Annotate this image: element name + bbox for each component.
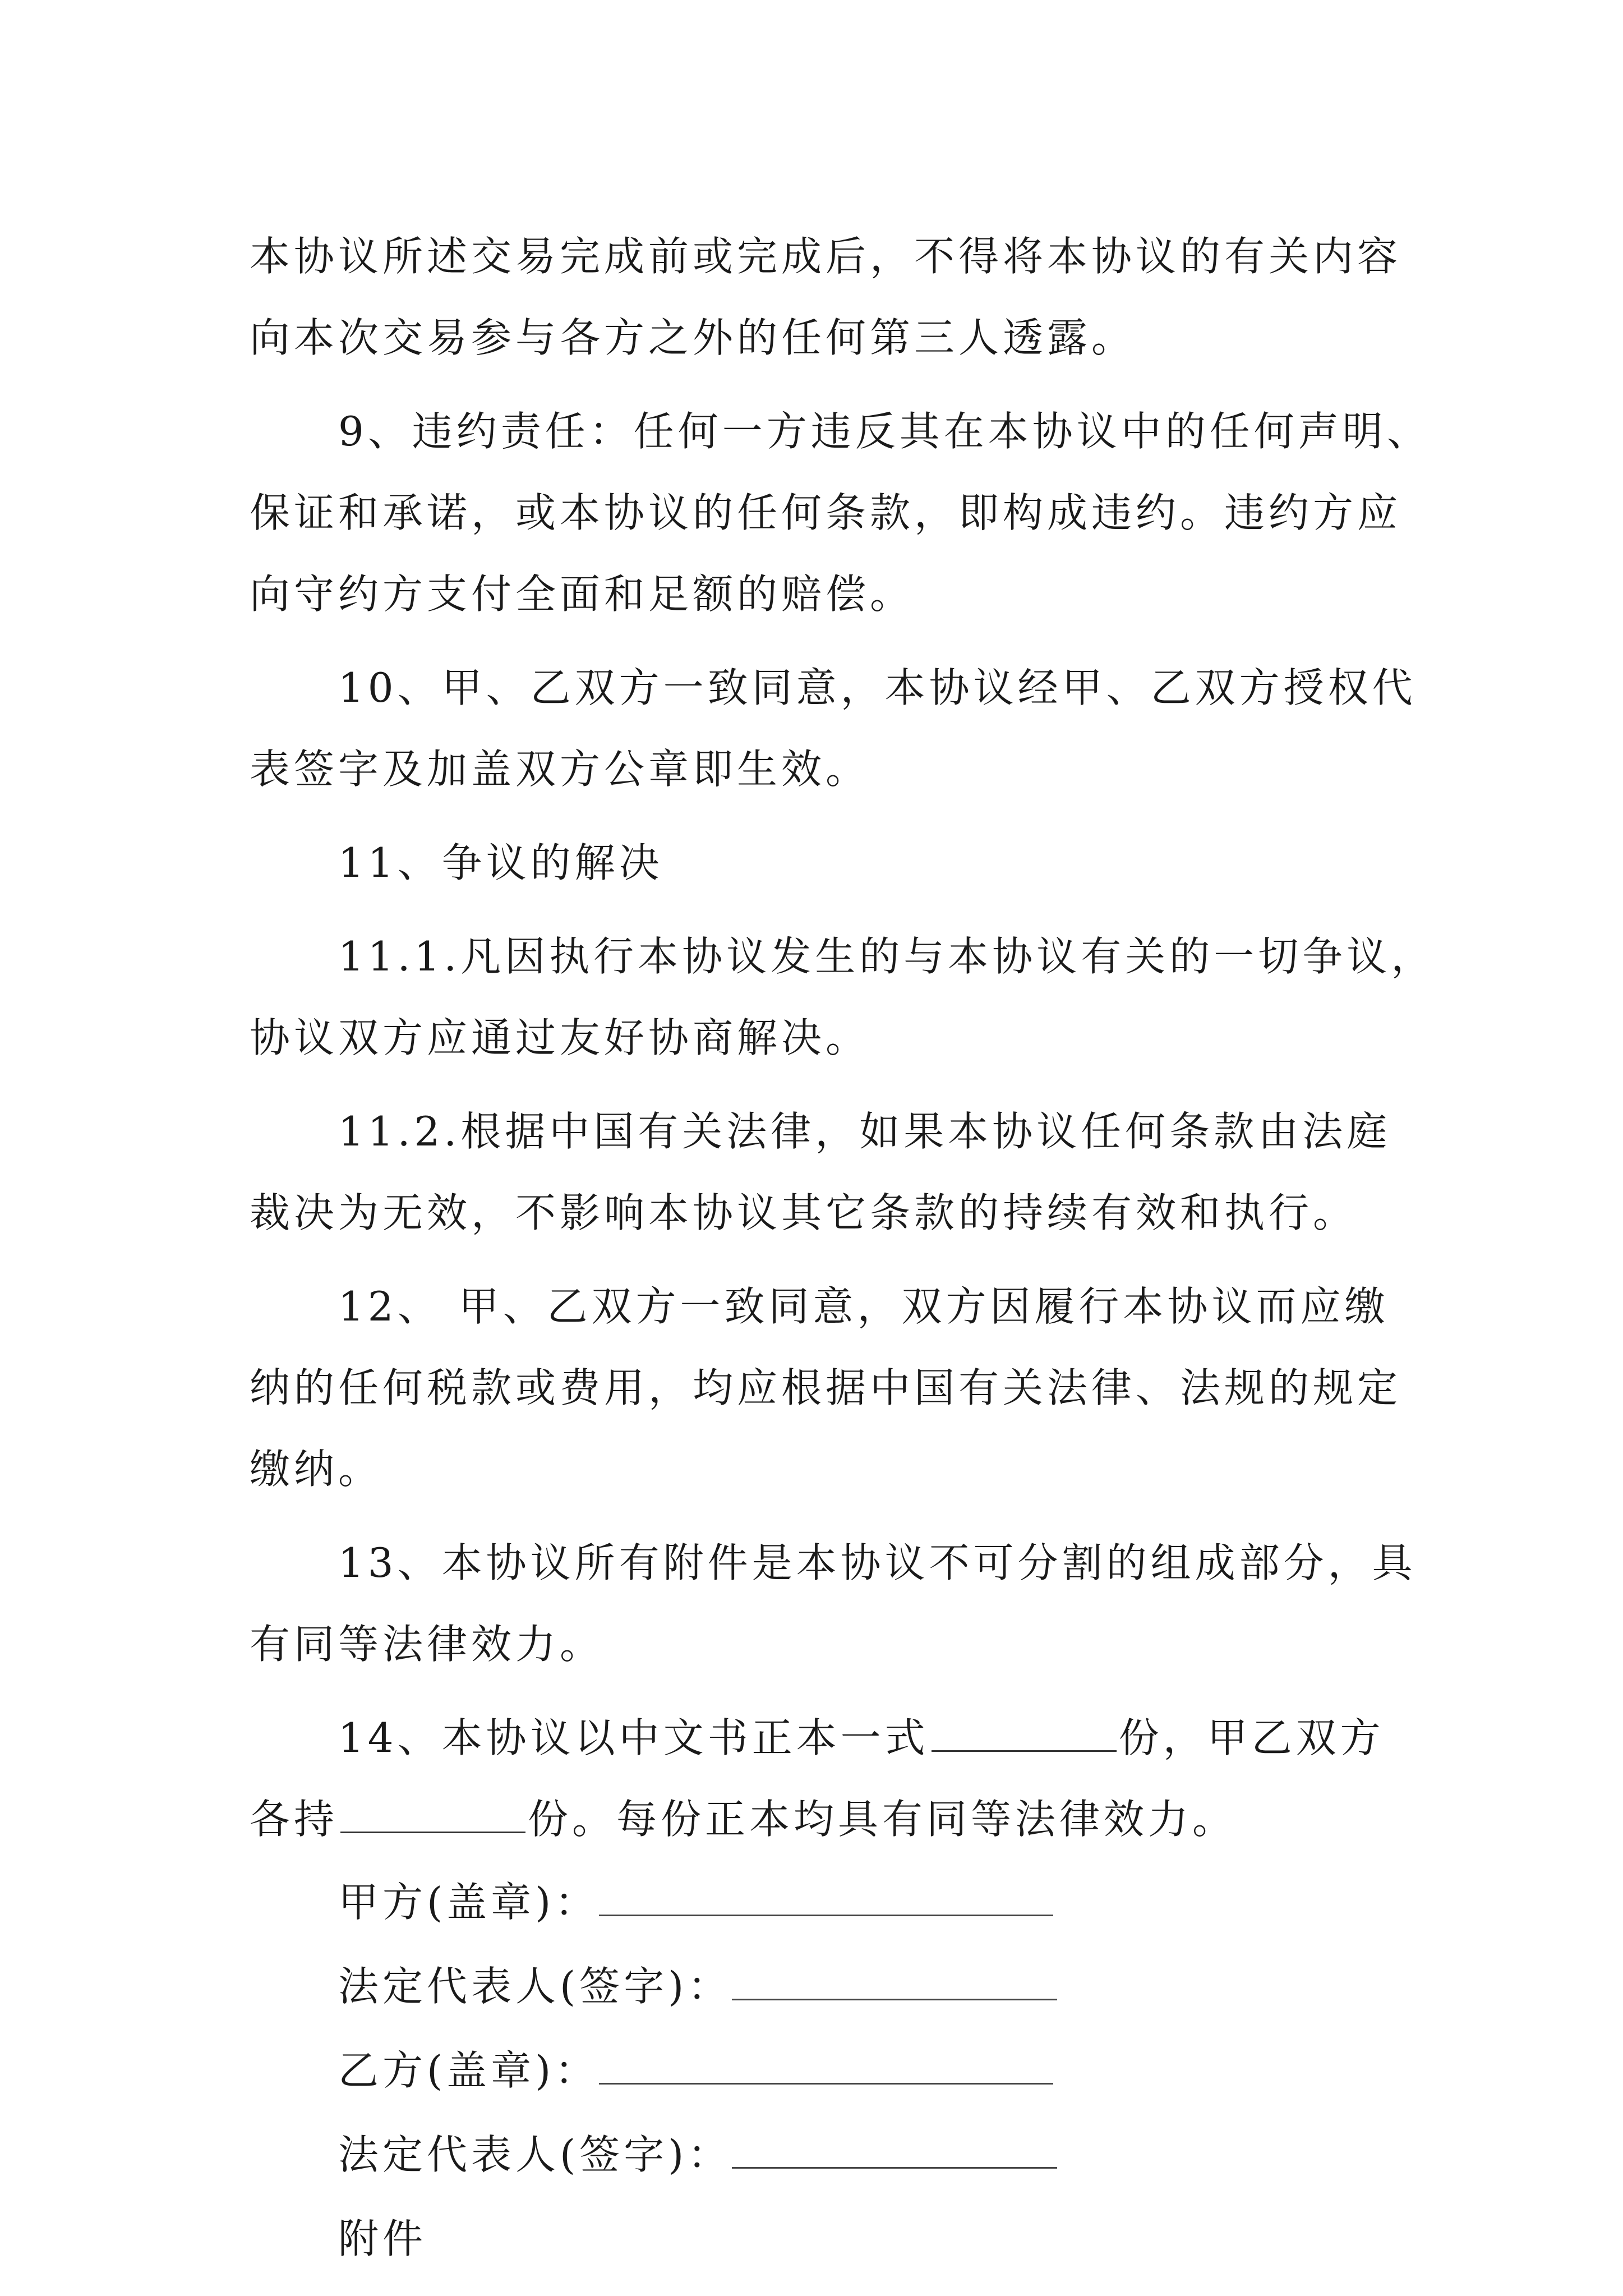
text-line: 向守约方支付全面和足额的赔偿。 bbox=[250, 570, 915, 618]
party-b-seal-label: 乙方(盖章)： bbox=[338, 2047, 600, 2094]
party-b-rep-row bbox=[250, 2113, 1405, 2197]
text-line: 10、甲、乙双方一致同意，本协议经甲、乙双方授权代 bbox=[338, 664, 1417, 711]
paragraph-clause-14 bbox=[250, 1697, 1405, 1860]
text-line: 有同等法律效力。 bbox=[250, 1621, 605, 1668]
text-line bbox=[250, 1697, 1405, 1779]
text-line: 纳的任何税款或费用，均应根据中国有关法律、法规的规定 bbox=[250, 1364, 1402, 1411]
attachment-heading: 附件 bbox=[338, 2215, 427, 2262]
party-a-rep-signature-field[interactable] bbox=[732, 1964, 1057, 2000]
party-a-seal-field[interactable] bbox=[599, 1880, 1053, 1916]
party-a-seal-row bbox=[250, 1860, 1405, 1944]
paragraph-clause-9 bbox=[250, 391, 1431, 635]
text-line: 11.1.凡因执行本协议发生的与本协议有关的一切争议， bbox=[338, 933, 1436, 980]
text-line: 11、争议的解决 bbox=[338, 839, 663, 886]
text-line: 9、违约责任：任何一方违反其在本协议中的任何声明、 bbox=[338, 408, 1431, 455]
copies-total-blank[interactable] bbox=[932, 1715, 1117, 1752]
paragraph-clause-13 bbox=[250, 1522, 1417, 1685]
clause-14-text-a: 14、本协议以中文书正本一式 bbox=[338, 1714, 929, 1761]
text-line: 向本次交易参与各方之外的任何第三人透露。 bbox=[250, 314, 1136, 361]
text-line: 本协议所述交易完成前或完成后，不得将本协议的有关内容 bbox=[250, 233, 1402, 280]
paragraph-clause-11-1 bbox=[250, 916, 1436, 1079]
party-b-seal-field[interactable] bbox=[599, 2048, 1053, 2085]
paragraph-clause-11 bbox=[250, 822, 1405, 904]
text-line: 协议双方应通过友好协商解决。 bbox=[250, 1014, 870, 1061]
clause-14-text-d: 份。每份正本均具有同等法律效力。 bbox=[528, 1796, 1237, 1843]
party-a-rep-row bbox=[250, 1944, 1405, 2028]
party-b-rep-label: 法定代表人(签字)： bbox=[338, 2131, 732, 2178]
text-line bbox=[250, 1779, 1405, 1860]
text-line: 缴纳。 bbox=[250, 1446, 383, 1493]
text-line: 裁决为无效，不影响本协议其它条款的持续有效和执行。 bbox=[250, 1189, 1358, 1236]
party-a-seal-label: 甲方(盖章)： bbox=[338, 1879, 600, 1926]
clause-14-text-c: 各持 bbox=[250, 1796, 339, 1843]
paragraph-confidentiality-continued bbox=[250, 216, 1405, 379]
paragraph-clause-12 bbox=[250, 1266, 1405, 1510]
text-line: 13、本协议所有附件是本协议不可分割的组成部分，具 bbox=[338, 1539, 1417, 1586]
party-b-seal-row bbox=[250, 2028, 1405, 2113]
party-b-rep-signature-field[interactable] bbox=[732, 2132, 1057, 2169]
signature-block bbox=[250, 1860, 1405, 2281]
clause-14-text-b: 份，甲乙双方 bbox=[1118, 1714, 1385, 1761]
text-line: 表签字及加盖双方公章即生效。 bbox=[250, 746, 870, 793]
party-a-rep-label: 法定代表人(签字)： bbox=[338, 1963, 732, 2010]
paragraph-clause-11-2 bbox=[250, 1091, 1405, 1254]
text-line: 12、 甲、乙双方一致同意，双方因履行本协议而应缴 bbox=[338, 1283, 1389, 1330]
document-page bbox=[250, 216, 1436, 2281]
copies-each-blank[interactable] bbox=[340, 1797, 525, 1833]
paragraph-clause-10 bbox=[250, 647, 1417, 810]
text-line: 11.2.根据中国有关法律，如果本协议任何条款由法庭 bbox=[338, 1108, 1391, 1155]
text-line: 保证和承诺，或本协议的任何条款，即构成违约。违约方应 bbox=[250, 489, 1402, 536]
